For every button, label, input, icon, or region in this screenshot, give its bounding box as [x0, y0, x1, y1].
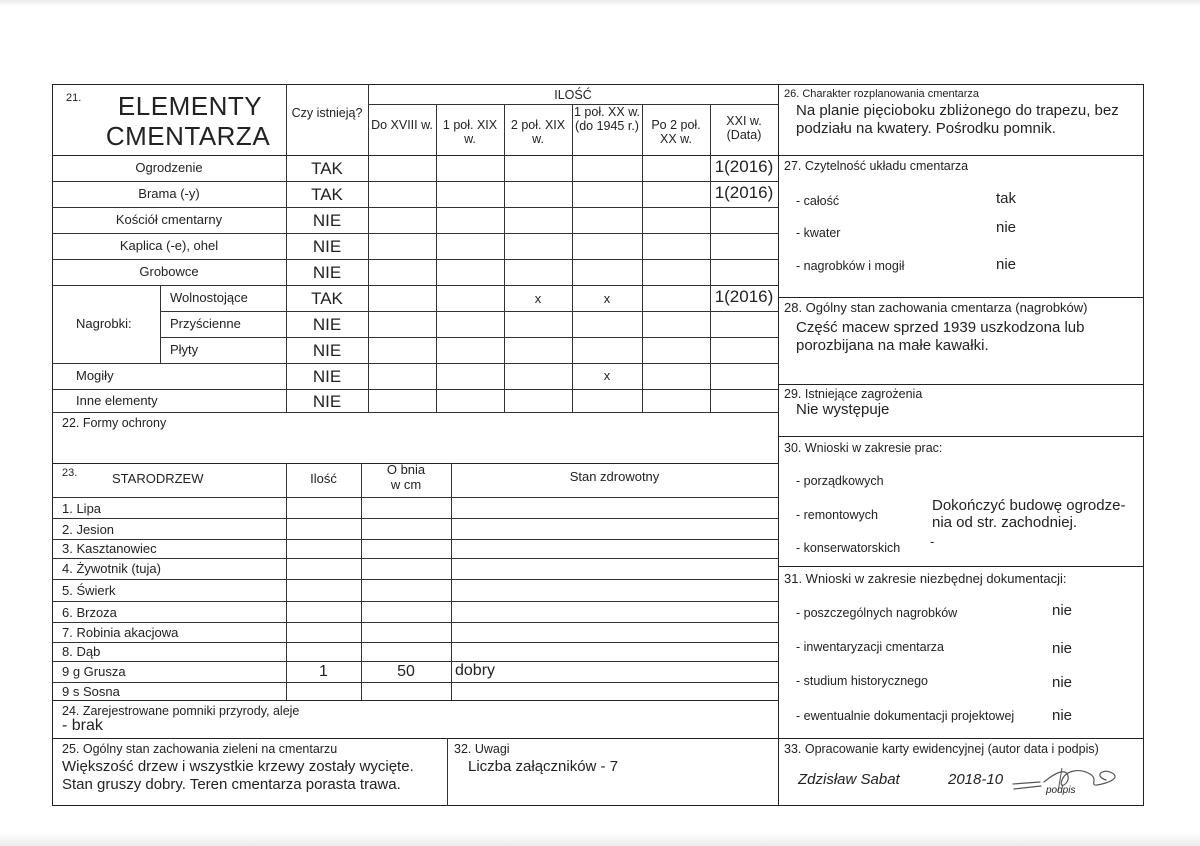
s26-label: 26. Charakter rozplanowania cmentarza	[784, 88, 980, 100]
s31-label: 31. Wnioski w zakresie niezbędnej dokumentacji:	[784, 571, 1067, 586]
tree-name: 1. Lipa	[62, 501, 102, 516]
s28-label: 28. Ogólny stan zachowania cmentarza (nagrobków)	[784, 300, 1088, 315]
tree-row-line	[52, 558, 778, 559]
s33-label: 33. Opracowanie karty ewidencyjnej (autor data i podpis)	[784, 742, 1099, 756]
vline-col5	[642, 104, 643, 412]
row-line	[52, 363, 778, 364]
nagrobki-divider	[160, 285, 161, 363]
tree-count: 1	[319, 663, 328, 680]
s30-item-label: - konserwatorskich	[796, 541, 901, 555]
tree-name: 4. Żywotnik (tuja)	[62, 561, 161, 576]
cell-mark: x	[603, 368, 611, 383]
czy-istnieja-header: Czy istnieją?	[291, 106, 363, 120]
col-header-2: 2 poł. XIX w.	[510, 118, 566, 147]
s27-item-label: - nagrobków i mogił	[796, 259, 905, 273]
vline-col2	[436, 104, 437, 412]
exists-value: TAK	[311, 289, 343, 308]
s27-item-value: tak	[996, 190, 1017, 207]
col-header-5: XXI w. (Data)	[726, 114, 762, 143]
s25-line1: Większość drzew i wszystkie krzewy zostały wycięte.	[62, 758, 414, 775]
vline-col6	[710, 104, 711, 412]
s33-signature-caption: podpis	[1046, 785, 1076, 796]
s24-value: - brak	[62, 717, 103, 734]
s27-bottom	[778, 297, 1144, 298]
s32-value: Liczba załączników - 7	[468, 758, 619, 775]
s29-label: 29. Istniejące zagrożenia	[784, 387, 923, 401]
s31-item-value: nie	[1052, 602, 1073, 619]
s23-vline	[451, 463, 452, 700]
row-line	[52, 181, 778, 182]
s21-title-line2: CMENTARZA	[105, 121, 271, 151]
row-line	[160, 337, 778, 338]
cell-mark: x	[534, 291, 542, 306]
s25-label: 25. Ogólny stan zachowania zieleni na cmentarzu	[62, 742, 338, 756]
tree-girth: 50	[397, 663, 415, 680]
s23-bottom	[52, 700, 778, 701]
s23-title: STARODRZEW	[112, 471, 204, 486]
s29-bottom	[778, 436, 1144, 437]
tree-row-line	[52, 622, 778, 623]
exists-value: NIE	[312, 367, 342, 386]
s31-item-label: - inwentaryzacji cmentarza	[796, 640, 944, 654]
s31-item-label: - ewentualnie dokumentacji projektowej	[796, 709, 1015, 723]
tree-name: 8. Dąb	[62, 644, 101, 659]
s32-label: 32. Uwagi	[454, 742, 510, 756]
row-line	[52, 233, 778, 234]
vline-col3	[504, 104, 505, 412]
row-label-brama: Brama (-y)	[138, 186, 200, 201]
tree-name: 7. Robinia akacjowa	[62, 625, 179, 640]
s27-item-label: - całość	[796, 194, 840, 208]
s29-value: Nie występuje	[796, 401, 890, 418]
xxi-cell: 1(2016)	[714, 183, 774, 202]
row-label-kaplica: Kaplica (-e), ohel	[119, 238, 219, 253]
row-line	[160, 311, 778, 312]
s23-col-stan: Stan zdrowotny	[569, 469, 660, 484]
s28-line1: Część macew sprzed 1939 uszkodzona lub	[796, 319, 1085, 336]
s33-date: 2018-10	[948, 771, 1004, 788]
s27-item-value: nie	[996, 219, 1017, 236]
s28-bottom	[778, 384, 1144, 385]
tree-row-line	[52, 579, 778, 580]
s21-title-line1: ELEMENTY	[117, 91, 263, 121]
row-label-wolnostojace: Wolnostojące	[170, 290, 248, 305]
s28-line2: porozbijana na małe kawałki.	[796, 337, 989, 354]
s33-author: Zdzisław Sabat	[798, 771, 900, 788]
s30-item-value: -	[930, 534, 935, 549]
tree-row-line	[52, 661, 778, 662]
ilosc-header: ILOŚĆ	[554, 88, 592, 102]
tree-row-line	[52, 518, 778, 519]
exists-value: TAK	[311, 159, 343, 178]
s27-label: 27. Czytelność układu cmentarza	[784, 159, 969, 173]
s30-item-label: - remontowych	[796, 508, 878, 522]
row-label-przyscienne: Przyścienne	[170, 316, 241, 331]
s31-item-value: nie	[1052, 640, 1073, 657]
exists-value: TAK	[311, 185, 343, 204]
s21-header-bottom	[52, 155, 778, 156]
s26-bottom	[778, 155, 1144, 156]
tree-row-line	[52, 682, 778, 683]
vline-col4	[572, 104, 573, 412]
tree-name: 9 g Grusza	[62, 664, 126, 679]
s30-bottom	[778, 566, 1144, 567]
tree-name: 5. Świerk	[62, 583, 116, 598]
scan-edge-bottom	[0, 832, 1200, 846]
tree-health: dobry	[455, 662, 496, 679]
row-line	[52, 412, 778, 413]
s23-col-obwod-line1: O bnia	[386, 462, 426, 477]
s30-label: 30. Wnioski w zakresie prac:	[784, 441, 943, 455]
s31-item-value: nie	[1052, 707, 1073, 724]
col-header-3: 1 poł. XX w. (do 1945 r.)	[574, 105, 641, 133]
exists-value: NIE	[312, 392, 342, 411]
row-label-plyty: Płyty	[170, 342, 199, 357]
s27-item-label: - kwater	[796, 226, 841, 240]
tree-name: 9 s Sosna	[62, 684, 120, 699]
s23-header-line	[52, 497, 778, 498]
exists-value: NIE	[312, 315, 342, 334]
s25-line2: Stan gruszy dobry. Teren cmentarza porasta trawa.	[62, 776, 401, 793]
s30-remont-line2: nia od str. zachodniej.	[932, 514, 1078, 531]
scan-edge-top	[0, 0, 1200, 6]
col-header-1: 1 poł. XIX w.	[442, 118, 498, 147]
row-label-mogily: Mogiły	[76, 368, 114, 383]
middle-divider	[778, 84, 779, 806]
s21-number: 21.	[66, 92, 82, 104]
s26-line2: podziału na kwatery. Pośrodku pomnik.	[796, 120, 1056, 137]
row-label-ogrodzenie: Ogrodzenie	[135, 160, 203, 175]
col-header-4: Po 2 poł. XX w.	[651, 118, 701, 147]
s31-item-label: - poszczególnych nagrobków	[796, 606, 958, 620]
s30-remont-line1: Dokończyć budowę ogrodze-	[932, 497, 1126, 514]
s23-number: 23.	[62, 467, 78, 479]
cell-mark: x	[603, 291, 611, 306]
exists-value: NIE	[312, 211, 342, 230]
row-line	[52, 259, 778, 260]
exists-value: NIE	[312, 341, 342, 360]
exists-value: NIE	[312, 237, 342, 256]
row-line	[52, 389, 778, 390]
tree-name: 6. Brzoza	[62, 605, 117, 620]
tree-row-line	[52, 642, 778, 643]
s26-line1: Na planie pięcioboku zbliżonego do trapezu, bez	[796, 102, 1119, 119]
s31-bottom	[778, 738, 1144, 739]
s24-label: 24. Zarejestrowane pomniki przyrody, aleje	[62, 704, 300, 718]
row-line	[52, 207, 778, 208]
xxi-cell: 1(2016)	[714, 287, 774, 306]
s22-label: 22. Formy ochrony	[62, 416, 167, 430]
tree-name: 2. Jesion	[62, 522, 115, 537]
s31-item-value: nie	[1052, 674, 1073, 691]
tree-name: 3. Kasztanowiec	[62, 541, 157, 556]
col-header-0: Do XVIII w.	[371, 118, 433, 132]
tree-row-line	[52, 539, 778, 540]
s24-bottom	[52, 738, 778, 739]
xxi-cell: 1(2016)	[714, 157, 774, 176]
nagrobki-label: Nagrobki:	[76, 316, 132, 331]
row-label-kosciol: Kościół cmentarny	[115, 212, 223, 227]
tree-row-line	[52, 601, 778, 602]
s30-item-label: - porządkowych	[796, 474, 884, 488]
s31-item-label: - studium historycznego	[796, 674, 929, 688]
s23-col-obwod-line2: w cm	[390, 477, 422, 492]
row-label-grobowce: Grobowce	[139, 264, 199, 279]
s25-s32-divider	[447, 738, 448, 806]
exists-value: NIE	[312, 263, 342, 282]
ilosc-underline	[368, 104, 778, 105]
row-label-inne: Inne elementy	[76, 393, 158, 408]
s27-item-value: nie	[996, 256, 1017, 273]
s23-col-ilosc: Ilość	[310, 471, 337, 486]
